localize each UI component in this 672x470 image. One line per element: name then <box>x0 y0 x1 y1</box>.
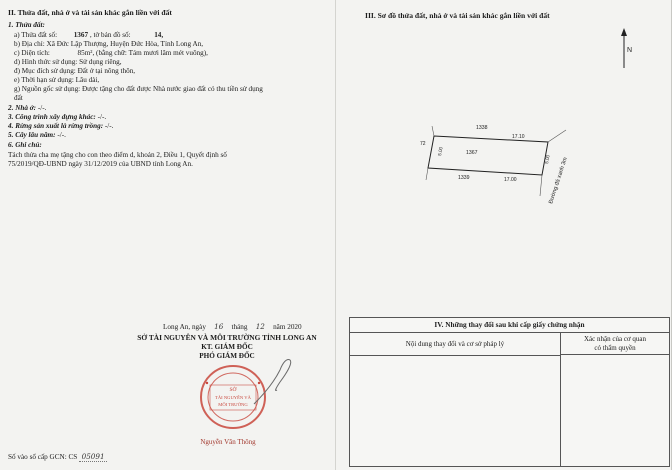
parcel-diagram <box>420 118 580 213</box>
date-year: năm 2020 <box>273 323 302 331</box>
parcel-number-value: 1367 <box>73 31 89 39</box>
gcn-value: 05091 <box>79 452 107 462</box>
section-4-title: IV. Những thay đổi sau khi cấp giấy chứng nhận <box>350 318 669 333</box>
parcel-heading: 1. Thửa đất: <box>8 21 45 29</box>
parcel-id-label: 1367 <box>466 150 478 156</box>
parcel-number-line <box>14 31 163 40</box>
date-place: Long An, ngày <box>163 323 206 331</box>
stamp-text-1: SỞ <box>229 387 237 393</box>
edge-left-length: 5.00 <box>437 146 444 157</box>
stamp-text-2: TÀI NGUYÊN VÀ <box>215 395 251 400</box>
house-value: -/-. <box>37 104 47 112</box>
edge-bottom-length: 17.00 <box>504 177 517 183</box>
changes-col-content: Nội dung thay đổi và cơ sở pháp lý <box>350 333 561 356</box>
table-divider <box>560 355 561 466</box>
date-day: 16 <box>214 322 224 331</box>
forest-line <box>8 122 113 131</box>
origin-line-1: g) Nguồn gốc sử dụng: Được tặng cho đất được Nhà nước giao đất có thu tiền sử dụng <box>14 85 263 93</box>
changes-col-confirm <box>561 333 669 355</box>
usage-purpose-line: đ) Mục đích sử dụng: Đất ở tại nông thôn, <box>14 67 136 75</box>
gcn-line <box>8 452 107 462</box>
map-sheet-label: , tờ bản đồ số: <box>89 31 131 39</box>
construction-value: -/-. <box>97 113 107 121</box>
road-label: Đường đá xanh 3m <box>548 156 569 205</box>
section-2-title: II. Thửa đất, nhà ở và tài sản khác gắn liền với đất <box>8 8 172 17</box>
perennial-label: 5. Cây lâu năm: <box>8 131 56 139</box>
neighbor-bottom: 1339 <box>458 175 470 181</box>
confirm-line-2: có thẩm quyền <box>594 344 636 352</box>
perennial-value: -/-. <box>57 131 66 139</box>
date-month: 12 <box>255 322 265 331</box>
date-month-label: tháng <box>231 323 248 331</box>
changes-table <box>349 317 670 467</box>
section-3-title: III. Sơ đồ thửa đất, nhà ở và tài sản khác gắn liền với đất <box>365 11 550 20</box>
notes-line-2: 75/2019/QĐ-UBND ngày 31/12/2019 của UBND tỉnh Long An. <box>8 160 193 168</box>
date-line <box>163 322 302 332</box>
map-sheet-value: 14, <box>154 31 164 39</box>
north-label: N <box>627 47 633 54</box>
issuing-agency: SỞ TÀI NGUYÊN VÀ MÔI TRƯỜNG TỈNH LONG AN <box>137 333 317 342</box>
edge-right-length: 5.00 <box>544 154 551 165</box>
area-line <box>14 49 208 58</box>
fold-line <box>335 0 336 470</box>
forest-label: 4. Rừng sản xuất là rừng trồng: <box>8 122 104 130</box>
construction-label: 3. Công trình xây dựng khác: <box>8 113 96 121</box>
house-label: 2. Nhà ở: <box>8 104 37 112</box>
deputy-director: PHÓ GIÁM ĐỐC <box>199 352 255 360</box>
gcn-label: Số vào sổ cấp GCN: CS <box>8 453 78 461</box>
address-line: b) Địa chỉ: Xã Đức Lập Thượng, Huyện Đức Hòa, Tỉnh Long An, <box>14 40 204 48</box>
origin-line-2: đất <box>14 94 23 102</box>
signer-name: Nguyễn Văn Thông <box>200 438 256 446</box>
edge-top-length: 17.10 <box>512 134 525 140</box>
area-value: 85m², (bằng chữ: Tám mươi lăm mét vuông), <box>77 49 208 57</box>
confirm-line-1: Xác nhận của cơ quan <box>583 335 646 343</box>
construction-line <box>8 113 106 122</box>
house-line <box>8 104 46 113</box>
notes-line-1: Tách thửa cha mẹ tặng cho con theo điểm d, khoản 2, Điều 1, Quyết định số <box>8 151 227 159</box>
stamp-text-3: MÔI TRƯỜNG <box>218 402 248 407</box>
north-arrow-icon <box>618 28 633 70</box>
usage-form-line: d) Hình thức sử dụng: Sử dụng riêng, <box>14 58 122 66</box>
signature-scribble <box>250 352 305 407</box>
forest-value: -/-. <box>104 122 114 130</box>
notes-heading: 6. Ghi chú: <box>8 141 42 149</box>
neighbor-top: 1338 <box>476 125 488 131</box>
parcel-number-label: a) Thửa đất số: <box>14 31 58 39</box>
perennial-line <box>8 131 66 140</box>
usage-term-line: e) Thời hạn sử dụng: Lâu dài, <box>14 76 100 84</box>
kt-director: KT. GIÁM ĐỐC <box>201 343 253 351</box>
neighbor-left: 72 <box>420 141 426 147</box>
area-label: c) Diện tích: <box>14 49 50 57</box>
